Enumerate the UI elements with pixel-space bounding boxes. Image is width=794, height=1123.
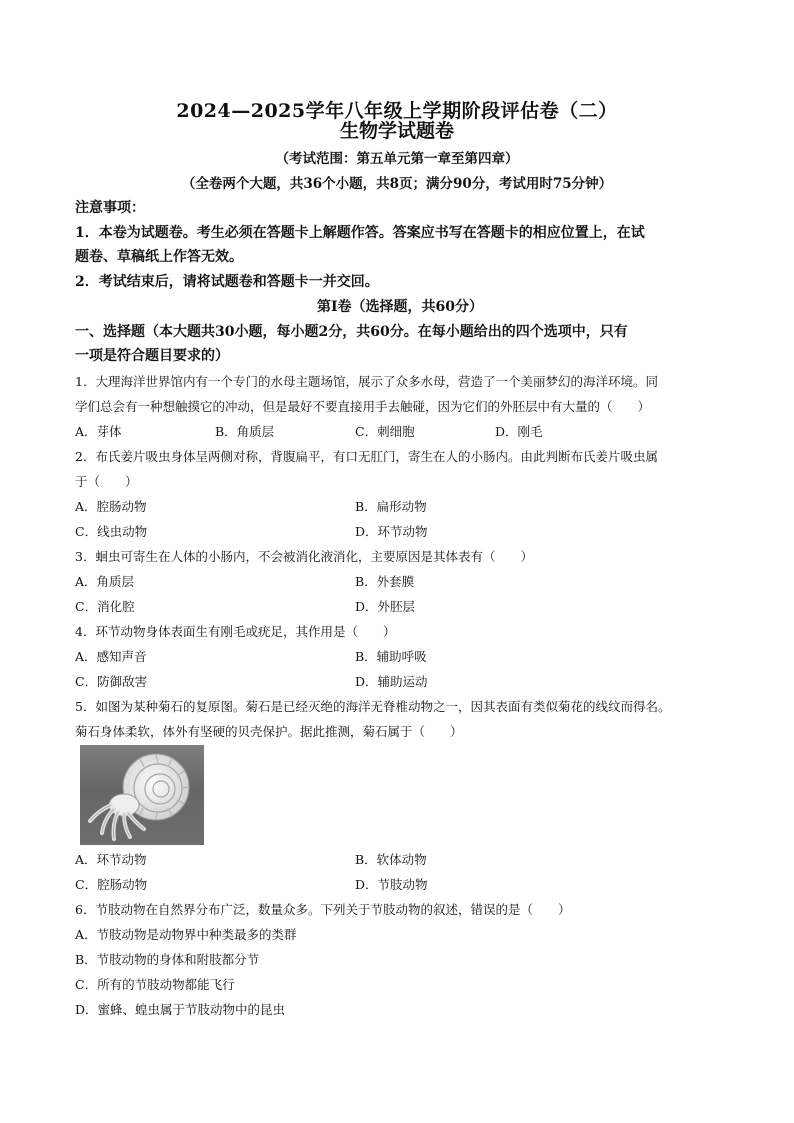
option-c[interactable]: C．腔肠动物 <box>75 877 148 892</box>
question-6-option-b[interactable]: B．节肢动物的身体和附肢都分节 <box>75 952 260 967</box>
question-4-stem: 4．环节动物身体表面生有刚毛或疣足，其作用是（ ） <box>75 624 396 639</box>
exam-meta: （全卷两个大题，共36个小题，共8页；满分90分，考试用时75分钟） <box>181 176 613 192</box>
option-b[interactable]: B．外套膜 <box>355 574 415 589</box>
question-2-options-row-1 <box>75 495 725 519</box>
section-instruction-line-1: 一、选择题（本大题共30小题，每小题2分，共60分。在每小题给出的四个选项中，只有 <box>75 324 628 340</box>
notes-item-1-line-1: 1．本卷为试题卷。考生必须在答题卡上解题作答。答案应书写在答题卡的相应位置上，在试 <box>75 225 645 241</box>
question-3-stem: 3．蛔虫可寄生在人体的小肠内，不会被消化液消化，主要原因是其体表有（ ） <box>75 549 533 564</box>
option-d[interactable]: D．环节动物 <box>355 524 428 539</box>
option-d[interactable]: D．刚毛 <box>495 424 543 439</box>
question-1-options <box>75 420 725 444</box>
option-a[interactable]: A．感知声音 <box>75 649 147 664</box>
question-3-options-row-2 <box>75 595 725 619</box>
section-instruction-line-2: 一项是符合题目要求的） <box>75 348 229 364</box>
option-a[interactable]: A．腔肠动物 <box>75 499 147 514</box>
question-5-stem-line-2: 菊石身体柔软，体外有坚硬的贝壳保护。据此推测，菊石属于（ ） <box>75 724 463 739</box>
question-2-stem-line-1: 2．布氏姜片吸虫身体呈两侧对称，背腹扁平，有口无肛门，寄生在人的小肠内。由此判断布氏姜片吸虫属 <box>75 449 658 464</box>
notes-item-2: 2．考试结束后，请将试题卷和答题卡一并交回。 <box>75 274 379 290</box>
question-4-options-row-2 <box>75 670 725 694</box>
option-b[interactable]: B．辅助呼吸 <box>355 649 427 664</box>
question-5-options-row-1 <box>75 848 725 872</box>
option-c[interactable]: C．线虫动物 <box>75 524 148 539</box>
option-a[interactable]: A．角质层 <box>75 574 135 589</box>
part-title: 第Ⅰ卷（选择题，共60分） <box>316 299 484 315</box>
notes-item-1-line-2: 题卷、草稿纸上作答无效。 <box>75 249 243 265</box>
option-a[interactable]: A．芽体 <box>75 424 122 439</box>
option-c[interactable]: C．刺细胞 <box>355 424 415 439</box>
notes-heading: 注意事项： <box>75 200 145 216</box>
option-c[interactable]: C．消化腔 <box>75 599 135 614</box>
option-d[interactable]: D．节肢动物 <box>355 877 428 892</box>
question-2-options-row-2 <box>75 520 725 544</box>
question-6-stem: 6．节肢动物在自然界分布广泛，数量众多。下列关于节肢动物的叙述，错误的是（ ） <box>75 902 571 917</box>
exam-title: 2024—2025学年八年级上学期阶段评估卷（二） <box>176 100 618 122</box>
ammonite-illustration-icon <box>80 745 204 845</box>
option-d[interactable]: D．外胚层 <box>355 599 416 614</box>
exam-scope: （考试范围：第五单元第一章至第四章） <box>275 151 519 167</box>
option-d[interactable]: D．辅助运动 <box>355 674 428 689</box>
question-2-stem-line-2: 于（ ） <box>75 474 138 489</box>
question-5-stem-line-1: 5．如图为某种菊石的复原图。菊石是已经灭绝的海洋无脊椎动物之一，因其表面有类似菊花的线纹而得名。 <box>75 699 671 714</box>
question-4-options-row-1 <box>75 645 725 669</box>
question-6-option-d[interactable]: D．蜜蜂、蝗虫属于节肢动物中的昆虫 <box>75 1002 286 1017</box>
option-b[interactable]: B．扁形动物 <box>355 499 427 514</box>
question-3-options-row-1 <box>75 570 725 594</box>
question-5-options-row-2 <box>75 873 725 897</box>
question-1-stem-line-1: 1．大理海洋世界馆内有一个专门的水母主题场馆，展示了众多水母，营造了一个美丽梦幻的海洋环境。同 <box>75 374 658 389</box>
question-1-stem-line-2: 学们总会有一种想触摸它的冲动，但是最好不要直接用手去触碰，因为它们的外胚层中有大量的（ ） <box>75 399 651 414</box>
option-b[interactable]: B．软体动物 <box>355 852 427 867</box>
option-c[interactable]: C．防御敌害 <box>75 674 148 689</box>
question-6-option-c[interactable]: C．所有的节肢动物都能飞行 <box>75 977 235 992</box>
option-b[interactable]: B．角质层 <box>215 424 275 439</box>
option-a[interactable]: A．环节动物 <box>75 852 147 867</box>
ammonite-figure <box>80 745 204 845</box>
exam-subtitle: 生物学试题卷 <box>339 120 454 142</box>
question-6-option-a[interactable]: A．节肢动物是动物界中种类最多的类群 <box>75 927 297 942</box>
